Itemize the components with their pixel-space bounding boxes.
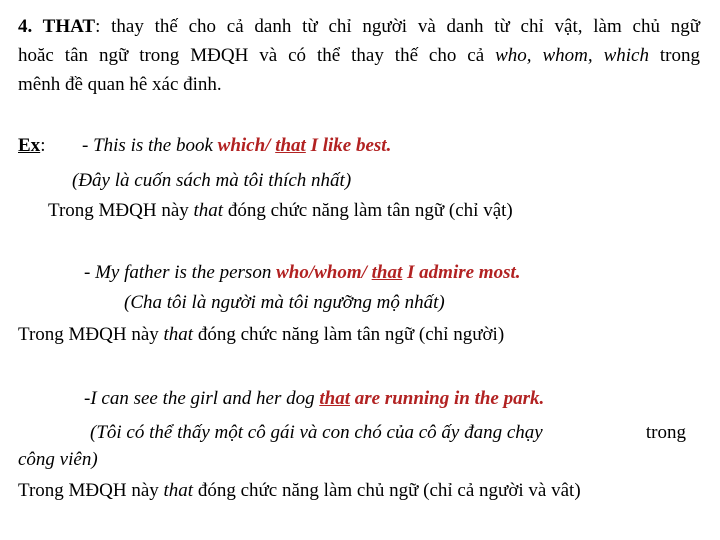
example-1-note	[48, 198, 513, 224]
example-3-en-a: -I can see the girl and her dog	[84, 388, 320, 409]
example-2-note-a: Trong MĐQH này	[18, 324, 164, 345]
section-line-2	[18, 43, 700, 69]
section-desc-line1: : thay thế cho cả danh từ chỉ người và danh từ chỉ vật, làm chủ ngữ	[95, 16, 701, 37]
example-2-that: that	[371, 262, 403, 283]
example-1-en-b: I like best.	[305, 135, 392, 156]
example-2-vietnamese	[124, 290, 445, 316]
example-3-note-that: that	[163, 480, 194, 501]
example-3-note	[18, 478, 581, 504]
example-1-english	[82, 133, 391, 159]
section-desc-line3: mênh đề quan hê xác đinh.	[18, 74, 222, 95]
ex-colon: :	[40, 135, 46, 156]
example-2-note	[18, 322, 504, 348]
example-3-en-b: are running in the park.	[349, 388, 545, 409]
example-1-en-a: - This is the book	[82, 135, 218, 156]
example-2-english	[84, 260, 521, 286]
example-3-vi-b: công viên)	[18, 449, 98, 470]
example-3-vi-a: (Tôi có thể thấy một cô gái và con chó của cô ấy đang chạy	[90, 422, 543, 443]
section-desc-line2-italic: who, whom, which	[495, 45, 649, 66]
example-3-vietnamese-cont	[18, 447, 98, 473]
example-2-relative: who/whom/	[276, 262, 372, 283]
example-1-note-that: that	[193, 200, 224, 221]
example-3-that: that	[319, 388, 350, 409]
example-3-vietnamese-row	[90, 420, 686, 446]
ex-label-row	[18, 133, 45, 159]
example-3-vi-trong: trong	[645, 422, 686, 443]
section-heading: 4. THAT	[18, 16, 96, 37]
example-1-that: that	[275, 135, 306, 156]
example-3-english	[84, 386, 544, 412]
example-1-vi: (Đây là cuốn sách mà tôi thích nhất)	[72, 170, 352, 191]
section-line-1	[18, 14, 700, 40]
example-1-relative: which/	[217, 135, 276, 156]
section-desc-line2-b: trong	[648, 45, 701, 66]
example-1-note-b: đóng chức năng làm tân ngữ (chỉ vật)	[223, 200, 513, 221]
example-3-note-b: đóng chức năng làm chủ ngữ (chỉ cả người và vât)	[193, 480, 581, 501]
section-line-3	[18, 72, 222, 98]
section-desc-line2-a: hoăc tân ngữ trong MĐQH và có thể thay thế cho cả	[18, 45, 496, 66]
example-2-en-b: I admire most.	[402, 262, 521, 283]
example-1-note-a: Trong MĐQH này	[48, 200, 194, 221]
ex-label: Ex	[18, 135, 41, 156]
example-2-en-a: - My father is the person	[84, 262, 277, 283]
example-2-note-that: that	[163, 324, 194, 345]
example-2-vi: (Cha tôi là người mà tôi ngưỡng mộ nhất)	[124, 292, 445, 313]
example-2-note-b: đóng chức năng làm tân ngữ (chỉ người)	[193, 324, 505, 345]
example-1-vietnamese	[72, 168, 351, 194]
example-3-note-a: Trong MĐQH này	[18, 480, 164, 501]
